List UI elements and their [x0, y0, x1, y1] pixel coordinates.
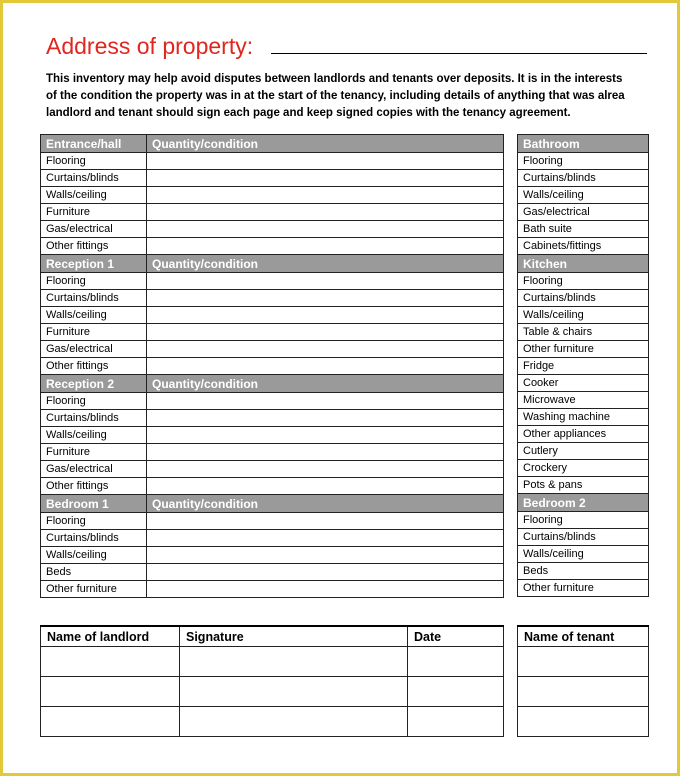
item-label: Furniture [41, 324, 147, 341]
table-row [518, 426, 649, 443]
address-input-line[interactable] [271, 53, 647, 54]
item-label: Other appliances [518, 426, 649, 443]
table-row [41, 564, 504, 581]
item-label: Washing machine [518, 409, 649, 426]
item-label: Other fittings [41, 478, 147, 495]
table-row [518, 290, 649, 307]
condition-field[interactable] [147, 358, 504, 375]
table-row [41, 324, 504, 341]
table-row [41, 530, 504, 547]
condition-field[interactable] [147, 170, 504, 187]
condition-field[interactable] [147, 324, 504, 341]
item-label: Walls/ceiling [41, 307, 147, 324]
table-row [41, 170, 504, 187]
table-row [41, 204, 504, 221]
table-row [41, 187, 504, 204]
condition-field[interactable] [147, 204, 504, 221]
item-label: Crockery [518, 460, 649, 477]
item-label: Walls/ceiling [41, 187, 147, 204]
item-label: Walls/ceiling [41, 547, 147, 564]
landlord-signature-table [40, 625, 504, 737]
item-label: Flooring [41, 513, 147, 530]
landlord-name-header: Name of landlord [41, 626, 180, 647]
section-title: Bedroom 1 [41, 495, 147, 513]
condition-field[interactable] [147, 478, 504, 495]
table-row [518, 512, 649, 529]
table-row [41, 513, 504, 530]
section-title: Bathroom [518, 135, 649, 153]
section-header-row [41, 375, 504, 393]
landlord-name-field[interactable] [41, 677, 180, 707]
table-row [41, 307, 504, 324]
item-label: Beds [41, 564, 147, 581]
item-label: Curtains/blinds [518, 170, 649, 187]
intro-line: This inventory may help avoid disputes between landlords and tenants over deposits. It is in the interests [46, 73, 623, 85]
table-row [518, 358, 649, 375]
item-label: Curtains/blinds [41, 170, 147, 187]
item-label: Other furniture [518, 341, 649, 358]
item-label: Furniture [41, 444, 147, 461]
condition-field[interactable] [147, 461, 504, 478]
condition-field[interactable] [147, 393, 504, 410]
item-label: Fridge [518, 358, 649, 375]
tenant-table [517, 625, 649, 737]
inventory-table-right [517, 134, 649, 597]
item-label: Other furniture [41, 581, 147, 598]
item-label: Curtains/blinds [41, 290, 147, 307]
section-title: Reception 2 [41, 375, 147, 393]
inventory-table-left [40, 134, 504, 598]
table-row [518, 563, 649, 580]
table-row [41, 547, 504, 564]
signature-field[interactable] [180, 647, 408, 677]
item-label: Cooker [518, 375, 649, 392]
table-row [41, 444, 504, 461]
table-row [41, 221, 504, 238]
tenant-name-field[interactable] [518, 707, 649, 737]
condition-field[interactable] [147, 238, 504, 255]
section-title: Entrance/hall [41, 135, 147, 153]
condition-field[interactable] [147, 427, 504, 444]
table-row [518, 392, 649, 409]
table-row [41, 581, 504, 598]
item-label: Flooring [41, 393, 147, 410]
item-label: Flooring [518, 273, 649, 290]
item-label: Curtains/blinds [41, 530, 147, 547]
item-label: Flooring [518, 153, 649, 170]
condition-field[interactable] [147, 187, 504, 204]
section-header-row [518, 255, 649, 273]
table-row [41, 358, 504, 375]
table-row [518, 529, 649, 546]
table-row [518, 221, 649, 238]
condition-field[interactable] [147, 444, 504, 461]
date-field[interactable] [408, 677, 504, 707]
table-row [518, 170, 649, 187]
condition-field[interactable] [147, 581, 504, 598]
item-label: Furniture [41, 204, 147, 221]
item-label: Walls/ceiling [41, 427, 147, 444]
landlord-name-field[interactable] [41, 647, 180, 677]
table-row [518, 324, 649, 341]
section-title: Reception 1 [41, 255, 147, 273]
table-row [41, 410, 504, 427]
table-row [41, 461, 504, 478]
item-label: Walls/ceiling [518, 546, 649, 563]
condition-field[interactable] [147, 307, 504, 324]
item-label: Cabinets/fittings [518, 238, 649, 255]
item-label: Walls/ceiling [518, 307, 649, 324]
table-row [41, 238, 504, 255]
signature-field[interactable] [180, 677, 408, 707]
item-label: Bath suite [518, 221, 649, 238]
condition-field[interactable] [147, 290, 504, 307]
table-row [518, 443, 649, 460]
item-label: Flooring [518, 512, 649, 529]
item-label: Other fittings [41, 238, 147, 255]
section-title: Bedroom 2 [518, 494, 649, 512]
item-label: Flooring [41, 153, 147, 170]
item-label: Curtains/blinds [41, 410, 147, 427]
table-row [41, 290, 504, 307]
item-label: Curtains/blinds [518, 529, 649, 546]
condition-field[interactable] [147, 221, 504, 238]
item-label: Other fittings [41, 358, 147, 375]
table-row [518, 153, 649, 170]
condition-field[interactable] [147, 564, 504, 581]
item-label: Pots & pans [518, 477, 649, 494]
tenant-name-header: Name of tenant [518, 626, 649, 647]
date-header: Date [408, 626, 504, 647]
intro-text [46, 71, 648, 122]
tenant-name-field[interactable] [518, 647, 649, 677]
table-row [41, 341, 504, 358]
table-row [518, 204, 649, 221]
table-row [41, 478, 504, 495]
item-label: Other furniture [518, 580, 649, 597]
item-label: Curtains/blinds [518, 290, 649, 307]
item-label: Microwave [518, 392, 649, 409]
table-row [518, 341, 649, 358]
date-field[interactable] [408, 707, 504, 737]
condition-field[interactable] [147, 547, 504, 564]
tenant-name-field[interactable] [518, 677, 649, 707]
section-header-row [41, 255, 504, 273]
item-label: Beds [518, 563, 649, 580]
table-row [518, 409, 649, 426]
table-row [41, 393, 504, 410]
quantity-condition-header: Quantity/condition [147, 375, 504, 393]
date-field[interactable] [408, 647, 504, 677]
signature-header: Signature [180, 626, 408, 647]
item-label: Gas/electrical [41, 461, 147, 478]
intro-line: of the condition the property was in at the start of the tenancy, including details of anything that was alrea [46, 90, 625, 102]
condition-field[interactable] [147, 513, 504, 530]
table-row [41, 153, 504, 170]
signature-field[interactable] [180, 707, 408, 737]
table-row [518, 307, 649, 324]
condition-field[interactable] [147, 153, 504, 170]
table-row [518, 477, 649, 494]
intro-line: landlord and tenant should sign each page and keep signed copies with the tenancy agreement. [46, 107, 571, 119]
section-header-row [41, 135, 504, 153]
item-label: Flooring [41, 273, 147, 290]
quantity-condition-header: Quantity/condition [147, 495, 504, 513]
item-label: Walls/ceiling [518, 187, 649, 204]
table-row [41, 273, 504, 290]
item-label: Gas/electrical [518, 204, 649, 221]
section-title: Kitchen [518, 255, 649, 273]
table-row [518, 375, 649, 392]
item-label: Gas/electrical [41, 341, 147, 358]
table-row [518, 580, 649, 597]
item-label: Cutlery [518, 443, 649, 460]
quantity-condition-header: Quantity/condition [147, 135, 504, 153]
condition-field[interactable] [147, 341, 504, 358]
table-row [518, 460, 649, 477]
condition-field[interactable] [147, 273, 504, 290]
table-row [41, 427, 504, 444]
table-row [518, 546, 649, 563]
section-header-row [41, 495, 504, 513]
table-row [518, 187, 649, 204]
item-label: Table & chairs [518, 324, 649, 341]
quantity-condition-header: Quantity/condition [147, 255, 504, 273]
landlord-name-field[interactable] [41, 707, 180, 737]
section-header-row [518, 135, 649, 153]
table-row [518, 238, 649, 255]
condition-field[interactable] [147, 530, 504, 547]
address-label: Address of property: [46, 33, 254, 59]
section-header-row [518, 494, 649, 512]
condition-field[interactable] [147, 410, 504, 427]
table-row [518, 273, 649, 290]
item-label: Gas/electrical [41, 221, 147, 238]
